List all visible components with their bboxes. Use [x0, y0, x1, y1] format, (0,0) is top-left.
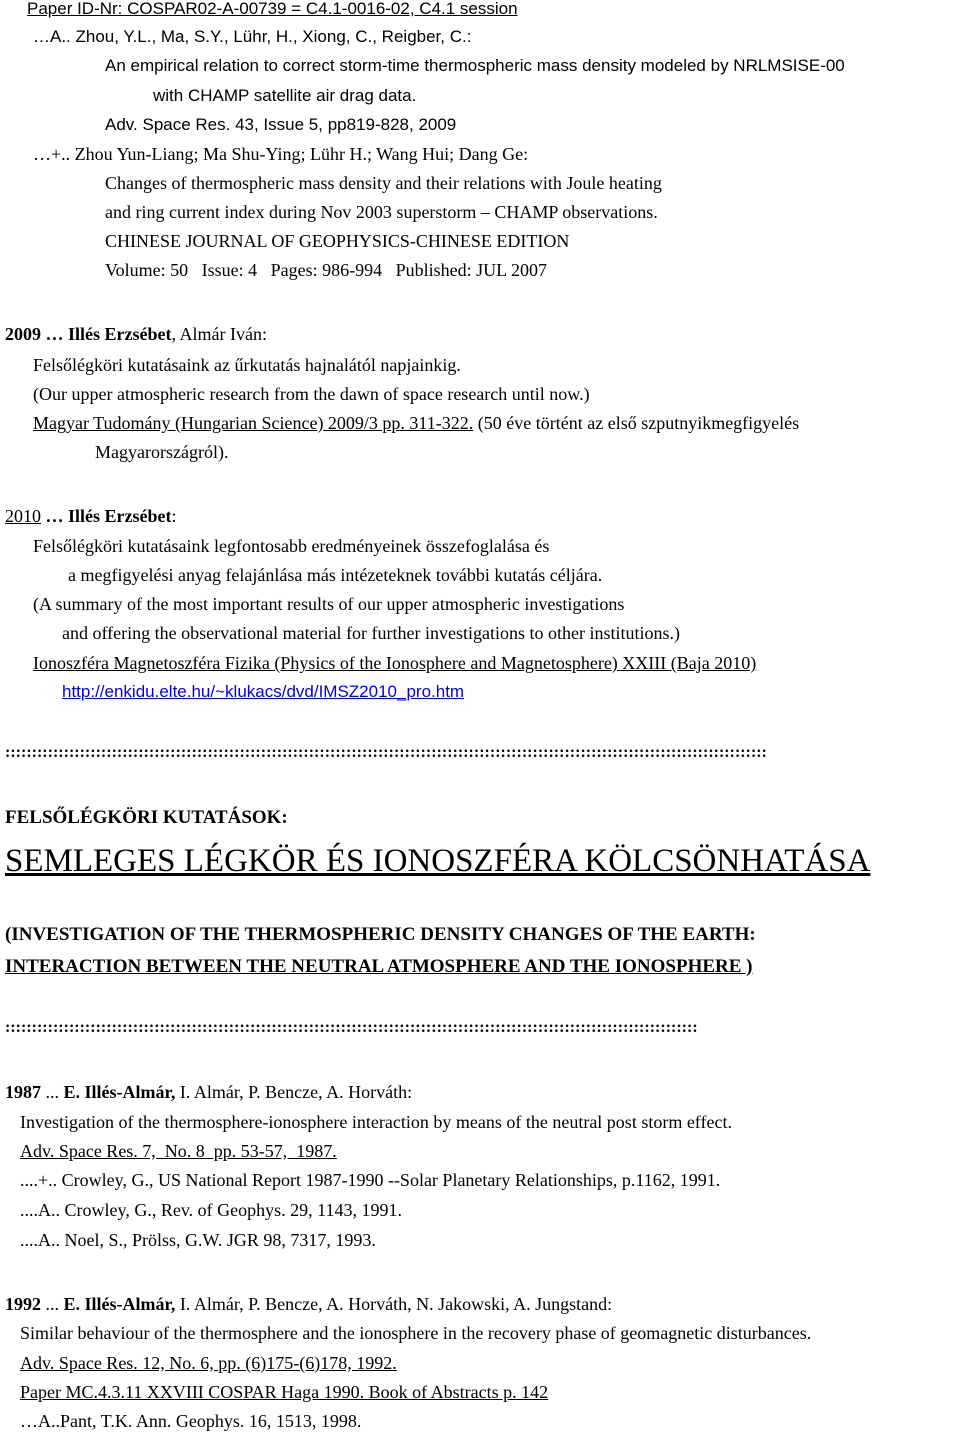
entry-2010-header: [5, 507, 177, 525]
separator-colons-2: ::::::::::::::::::::::::::::::::::::::::::::::::::::::::::::::::::::::::::::::::::::::::::::::::::::::::::::::::::::::::::::::::::: [5, 1020, 698, 1036]
entry-2009-note-cont: Magyarországról).: [95, 442, 229, 462]
citation-authors-zhou: …A.. Zhou, Y.L., Ma, S.Y., Lühr, H., Xiong, C., Reigber, C.:: [33, 27, 472, 46]
entry-2010-author: … Illés Erzsébet: [41, 506, 172, 526]
entry-2009-header: [5, 325, 267, 343]
section-subtitle-1: (INVESTIGATION OF THE THERMOSPHERIC DENSITY CHANGES OF THE EARTH:: [5, 924, 756, 945]
citation-volume: Volume: 50 Issue: 4 Pages: 986-994 Published: JUL 2007: [105, 260, 547, 280]
entry-1992-header: [5, 1295, 612, 1313]
entry-1987-header: [5, 1083, 412, 1101]
entry-1987-year: 1987: [5, 1082, 41, 1102]
entry-2009-author-bold: 2009 … Illés Erzsébet: [5, 324, 172, 344]
citation-title2-line2: and ring current index during Nov 2003 superstorm – CHAMP observations.: [105, 202, 658, 222]
citation-journal2: CHINESE JOURNAL OF GEOPHYSICS-CHINESE EDITION: [105, 231, 570, 251]
entry-1992-coauthors: I. Almár, P. Bencze, A. Horváth, N. Jakowski, A. Jungstand:: [175, 1294, 613, 1314]
entry-2009-note: (50 éve történt az első szputnyikmegfigyelés: [473, 413, 800, 433]
paper-id-line: Paper ID-Nr: COSPAR02-A-00739 = C4.1-0016-02, C4.1 session: [27, 0, 518, 18]
entry-1992-author: E. Illés-Almár,: [63, 1294, 176, 1314]
section-title: SEMLEGES LÉGKÖR ÉS IONOSZFÉRA KÖLCSÖNHATÁSA: [5, 843, 871, 879]
entry-1987-author: E. Illés-Almár,: [63, 1082, 176, 1102]
entry-1992-dots: ...: [41, 1294, 64, 1314]
entry-2009-title-hu: Felsőlégköri kutatásaink az űrkutatás hajnalától napjainkig.: [33, 355, 461, 375]
section-label: FELSŐLÉGKÖRI KUTATÁSOK:: [5, 807, 288, 828]
entry-2009-author-rest: , Almár Iván:: [171, 324, 267, 344]
entry-2010-colon: :: [171, 506, 177, 526]
entry-2010-journal: Ionoszféra Magnetoszféra Fizika (Physics of the Ionosphere and Magnetosphere) XXIII (Baja 2010): [33, 653, 757, 673]
entry-2009-source: [33, 414, 799, 432]
entry-2010-title-en-2: and offering the observational material for further investigations to other institutions.): [62, 623, 681, 643]
entry-2010-year: 2010: [5, 506, 41, 526]
citation-title2-line1: Changes of thermospheric mass density and their relations with Joule heating: [105, 173, 662, 193]
entry-1992-journal: Adv. Space Res. 12, No. 6, pp. (6)175-(6)178, 1992.: [20, 1353, 397, 1373]
entry-2010-title-hu-2: a megfigyelési anyag felajánlása más intézeteknek további kutatás céljára.: [68, 565, 603, 585]
entry-1987-coauthors: I. Almár, P. Bencze, A. Horváth:: [175, 1082, 413, 1102]
citation-journal: Adv. Space Res. 43, Issue 5, pp819-828, 2009: [105, 115, 457, 134]
entry-1992-cite-1: …A..Pant, T.K. Ann. Geophys. 16, 1513, 1998.: [20, 1411, 362, 1431]
entry-1987-title: Investigation of the thermosphere-ionosphere interaction by means of the neutral post storm effect.: [20, 1112, 732, 1132]
entry-2009-title-en: (Our upper atmospheric research from the dawn of space research until now.): [33, 384, 590, 404]
entry-1987-journal: Adv. Space Res. 7, No. 8 pp. 53-57, 1987.: [20, 1141, 337, 1161]
separator-colons-1: :::::::::::::::::::::::::::::::::::::::::::::::::::::::::::::::::::::::::::::::::::::::::::::::::::::::::::::::::::::::::::::::::::::::::::::::: [5, 745, 767, 761]
citation-authors-zhou-yun: …+.. Zhou Yun-Liang; Ma Shu-Ying; Lühr H.; Wang Hui; Dang Ge:: [33, 144, 529, 164]
entry-1992-year: 1992: [5, 1294, 41, 1314]
entry-2010-title-en-1: (A summary of the most important results of our upper atmospheric investigations: [33, 594, 625, 614]
entry-1987-dots: ...: [41, 1082, 64, 1102]
citation-title-line1: An empirical relation to correct storm-time thermospheric mass density modeled by NRLMSISE-00: [105, 56, 845, 75]
entry-1987-cite-2: ....A.. Crowley, G., Rev. of Geophys. 29, 1143, 1991.: [20, 1200, 402, 1220]
entry-2010-title-hu-1: Felsőlégköri kutatásaink legfontosabb eredményeinek összefoglalása és: [33, 536, 550, 556]
entry-2010-link[interactable]: http://enkidu.elte.hu/~klukacs/dvd/IMSZ2010_pro.htm: [62, 682, 465, 701]
section-subtitle-2: INTERACTION BETWEEN THE NEUTRAL ATMOSPHERE AND THE IONOSPHERE ): [5, 956, 753, 977]
citation-title-line2: with CHAMP satellite air drag data.: [153, 86, 417, 105]
entry-1992-title: Similar behaviour of the thermosphere and the ionosphere in the recovery phase of geomagnetic disturbances.: [20, 1323, 812, 1343]
entry-2009-journal: Magyar Tudomány (Hungarian Science) 2009/3 pp. 311-322.: [33, 413, 474, 433]
entry-1992-paper: Paper MC.4.3.11 XXVIII COSPAR Haga 1990. Book of Abstracts p. 142: [20, 1382, 549, 1402]
entry-1987-cite-3: ....A.. Noel, S., Prölss, G.W. JGR 98, 7317, 1993.: [20, 1230, 376, 1250]
entry-1987-cite-1: ....+.. Crowley, G., US National Report 1987-1990 --Solar Planetary Relationships, p.1162, 1991.: [20, 1170, 721, 1190]
